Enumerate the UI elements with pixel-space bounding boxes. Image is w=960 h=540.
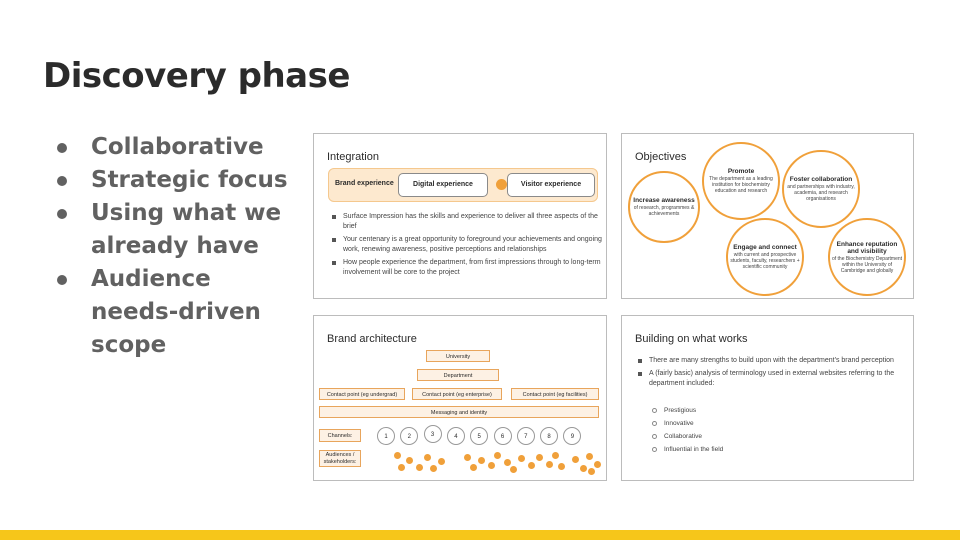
audience-dot bbox=[580, 465, 587, 472]
audience-dot bbox=[424, 454, 431, 461]
audience-dot bbox=[416, 464, 423, 471]
integration-point: How people experience the department, from first impressions through to long-term involvement will be core to the project bbox=[332, 258, 604, 278]
audience-dot bbox=[528, 462, 535, 469]
audience-dot bbox=[406, 457, 413, 464]
department-box: Department bbox=[417, 369, 499, 381]
audience-dot bbox=[594, 461, 601, 468]
bullet-item: Strategic focus bbox=[55, 164, 300, 197]
channel-circle: 4 bbox=[447, 427, 465, 445]
audience-dot bbox=[438, 458, 445, 465]
experience-band bbox=[328, 168, 598, 202]
page-title: Discovery phase bbox=[43, 56, 350, 96]
audience-dot bbox=[586, 453, 593, 460]
audience-dot bbox=[488, 462, 495, 469]
audience-dot bbox=[518, 455, 525, 462]
objective-circle: Enhance reputation and visibility of the Biochemistry Department within the University of Cambridge and globally bbox=[828, 218, 906, 296]
integration-thumbnail[interactable] bbox=[313, 133, 607, 299]
brand-experience-label: Brand experience bbox=[335, 180, 394, 187]
building-points bbox=[636, 356, 901, 392]
channel-circle: 9 bbox=[563, 427, 581, 445]
objectives-title: Objectives bbox=[635, 151, 687, 163]
connector-dot bbox=[496, 179, 507, 190]
audience-dot bbox=[546, 461, 553, 468]
integration-point: Your centenary is a great opportunity to foreground your achievements and ongoing work, renewing awareness, positive perceptions and relationships bbox=[332, 235, 604, 255]
objective-circle: Engage and connect with current and prospective students, faculty, researchers + scientific community bbox=[726, 218, 804, 296]
objective-circle: Increase awareness of research, programmes & achievements bbox=[628, 171, 700, 243]
audience-dot bbox=[470, 464, 477, 471]
contact-point-box: Contact point (eg enterprise) bbox=[412, 388, 502, 400]
messaging-box: Messaging and identity bbox=[319, 406, 599, 418]
audience-dot bbox=[398, 464, 405, 471]
integration-title: Integration bbox=[327, 151, 379, 163]
channel-circle: 2 bbox=[400, 427, 418, 445]
audience-dot bbox=[572, 456, 579, 463]
bullet-item: Audience needs-driven scope bbox=[55, 263, 300, 362]
audience-dot bbox=[464, 454, 471, 461]
audience-dot bbox=[558, 463, 565, 470]
audience-dot bbox=[430, 465, 437, 472]
bullet-item: Collaborative bbox=[55, 131, 300, 164]
bottom-accent-bar bbox=[0, 530, 960, 540]
visitor-experience-box: Visitor experience bbox=[507, 173, 595, 197]
term-item: Influential in the field bbox=[652, 443, 723, 456]
channel-circle: 3 bbox=[424, 425, 442, 443]
audience-dot bbox=[478, 457, 485, 464]
term-item: Collaborative bbox=[652, 430, 723, 443]
university-box: University bbox=[426, 350, 490, 362]
channel-circle: 6 bbox=[494, 427, 512, 445]
building-point: There are many strengths to build upon with the department's brand perception bbox=[636, 356, 901, 366]
term-item: Prestigious bbox=[652, 404, 723, 417]
contact-point-box: Contact point (eg undergrad) bbox=[319, 388, 405, 400]
channel-circle: 7 bbox=[517, 427, 535, 445]
audience-dot bbox=[536, 454, 543, 461]
bullet-list bbox=[55, 131, 300, 362]
building-point: A (fairly basic) analysis of terminology used in external websites referring to the department included: bbox=[636, 369, 901, 389]
channel-circle: 1 bbox=[377, 427, 395, 445]
contact-point-box: Contact point (eg facilities) bbox=[511, 388, 599, 400]
bullet-item: Using what we already have bbox=[55, 197, 300, 263]
audience-dot bbox=[588, 468, 595, 475]
building-title: Building on what works bbox=[635, 333, 748, 345]
channel-circle: 8 bbox=[540, 427, 558, 445]
objectives-thumbnail[interactable] bbox=[621, 133, 914, 299]
brand-architecture-thumbnail[interactable] bbox=[313, 315, 607, 481]
objective-circle: Promote The department as a leading institution for biochemistry education and research bbox=[702, 142, 780, 220]
objective-circle: Foster collaboration and partnerships with industry, academia, and research organisations bbox=[782, 150, 860, 228]
integration-point: Surface Impression has the skills and experience to deliver all three aspects of the brief bbox=[332, 212, 604, 232]
channels-label: Channels: bbox=[319, 429, 361, 442]
audience-dot bbox=[494, 452, 501, 459]
terminology-list bbox=[652, 404, 723, 456]
brand-architecture-title: Brand architecture bbox=[327, 333, 417, 345]
audience-dot bbox=[552, 452, 559, 459]
building-thumbnail[interactable] bbox=[621, 315, 914, 481]
audience-dot bbox=[394, 452, 401, 459]
channel-circle: 5 bbox=[470, 427, 488, 445]
audience-dot bbox=[510, 466, 517, 473]
audiences-label: Audiences / stakeholders: bbox=[319, 450, 361, 467]
integration-points bbox=[332, 212, 604, 281]
digital-experience-box: Digital experience bbox=[398, 173, 488, 197]
term-item: Innovative bbox=[652, 417, 723, 430]
audience-dot bbox=[504, 459, 511, 466]
